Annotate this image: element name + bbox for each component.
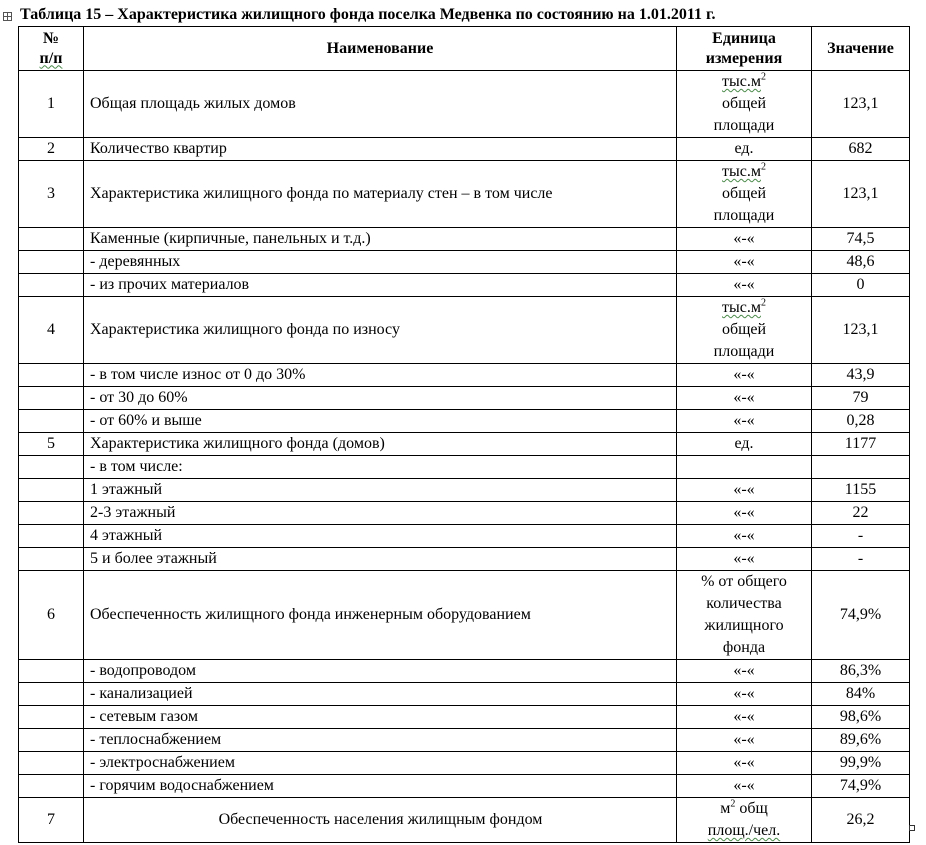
unit-base: тыс.м <box>722 73 761 90</box>
row-unit: «-« <box>677 775 812 798</box>
row-name: - электроснабжением <box>84 752 677 775</box>
row-unit <box>677 71 812 138</box>
housing-stock-table <box>18 26 910 843</box>
table-header-row <box>19 27 910 71</box>
row-unit: «-« <box>677 364 812 387</box>
row-value: 22 <box>812 502 910 525</box>
row-name: - теплоснабжением <box>84 729 677 752</box>
header-value: Значение <box>812 27 910 71</box>
row-name: - водопроводом <box>84 660 677 683</box>
table-resize-handle[interactable] <box>909 825 915 831</box>
table-row <box>19 479 910 502</box>
row-unit: «-« <box>677 228 812 251</box>
unit-part: площади <box>713 117 775 134</box>
row-name: 1 этажный <box>84 479 677 502</box>
row-value: 74,9% <box>812 571 910 660</box>
table-row <box>19 410 910 433</box>
table-row <box>19 660 910 683</box>
row-unit <box>677 297 812 364</box>
row-value: 79 <box>812 387 910 410</box>
row-unit: «-« <box>677 387 812 410</box>
row-number <box>19 456 84 479</box>
row-value: 0 <box>812 274 910 297</box>
row-unit: «-« <box>677 706 812 729</box>
row-number <box>19 706 84 729</box>
row-name: Каменные (кирпичные, панельных и т.д.) <box>84 228 677 251</box>
row-name: - из прочих материалов <box>84 274 677 297</box>
unit-base: м <box>720 800 731 817</box>
row-value: - <box>812 525 910 548</box>
row-unit <box>677 456 812 479</box>
table-title: Таблица 15 – Характеристика жилищного фонда поселка Медвенка по состоянию на 1.01.2011 г. <box>20 6 716 23</box>
table-row <box>19 752 910 775</box>
row-name: Обеспеченность жилищного фонда инженерным оборудованием <box>84 571 677 660</box>
row-name: Характеристика жилищного фонда по материалу стен – в том числе <box>84 161 677 228</box>
row-unit: «-« <box>677 274 812 297</box>
unit-part: площади <box>713 207 775 224</box>
unit-part: площ./чел. <box>707 822 781 839</box>
table-row <box>19 387 910 410</box>
row-value: 86,3% <box>812 660 910 683</box>
row-number <box>19 410 84 433</box>
row-name: - в том числе: <box>84 456 677 479</box>
table-move-handle[interactable] <box>3 12 12 21</box>
unit-part: фонда <box>722 639 766 656</box>
table-row <box>19 683 910 706</box>
row-value: 43,9 <box>812 364 910 387</box>
unit-base: тыс.м <box>722 163 761 180</box>
row-unit: «-« <box>677 525 812 548</box>
row-unit: «-« <box>677 502 812 525</box>
row-name: - от 30 до 60% <box>84 387 677 410</box>
row-name: - сетевым газом <box>84 706 677 729</box>
row-value: 123,1 <box>812 71 910 138</box>
row-name: 4 этажный <box>84 525 677 548</box>
table-row <box>19 161 910 228</box>
row-unit: «-« <box>677 410 812 433</box>
row-value: 0,28 <box>812 410 910 433</box>
row-number: 5 <box>19 433 84 456</box>
header-unit2-label: измерения <box>705 49 783 67</box>
row-name: - от 60% и выше <box>84 410 677 433</box>
table-row <box>19 274 910 297</box>
table-row <box>19 502 910 525</box>
row-unit: ед. <box>677 138 812 161</box>
row-name: - в том числе износ от 0 до 30% <box>84 364 677 387</box>
row-unit: «-« <box>677 683 812 706</box>
unit-part: количества <box>706 595 782 612</box>
row-number: 6 <box>19 571 84 660</box>
row-number: 4 <box>19 297 84 364</box>
row-value: 99,9% <box>812 752 910 775</box>
row-value: 84% <box>812 683 910 706</box>
row-number <box>19 228 84 251</box>
row-unit: «-« <box>677 479 812 502</box>
row-number <box>19 729 84 752</box>
table-row <box>19 297 910 364</box>
header-num <box>19 27 84 71</box>
row-value: 682 <box>812 138 910 161</box>
row-number <box>19 251 84 274</box>
table-row <box>19 251 910 274</box>
table-row <box>19 798 910 843</box>
unit-base: тыс.м <box>722 299 761 316</box>
row-number: 1 <box>19 71 84 138</box>
row-unit <box>677 161 812 228</box>
row-number <box>19 387 84 410</box>
row-number <box>19 683 84 706</box>
row-name: Характеристика жилищного фонда (домов) <box>84 433 677 456</box>
row-unit: «-« <box>677 752 812 775</box>
table-row <box>19 525 910 548</box>
row-number <box>19 274 84 297</box>
table-row <box>19 729 910 752</box>
header-num2-label: п/п <box>39 49 63 67</box>
unit-part: площади <box>713 343 775 360</box>
row-name: - горячим водоснабжением <box>84 775 677 798</box>
row-value: 1177 <box>812 433 910 456</box>
row-value: 74,9% <box>812 775 910 798</box>
row-unit <box>677 571 812 660</box>
header-num-label: № <box>42 29 60 47</box>
unit-part: жилищного <box>704 617 784 634</box>
row-number <box>19 775 84 798</box>
row-name: 5 и более этажный <box>84 548 677 571</box>
unit-part: общей <box>721 321 767 338</box>
table-row <box>19 706 910 729</box>
table-row <box>19 71 910 138</box>
row-value: 1155 <box>812 479 910 502</box>
row-value: 123,1 <box>812 297 910 364</box>
table-row <box>19 548 910 571</box>
row-value <box>812 456 910 479</box>
unit-part: % от общего <box>701 573 787 590</box>
table-row <box>19 571 910 660</box>
row-name: Характеристика жилищного фонда по износу <box>84 297 677 364</box>
table-row <box>19 364 910 387</box>
row-number: 7 <box>19 798 84 843</box>
row-unit: «-« <box>677 660 812 683</box>
row-number <box>19 479 84 502</box>
row-unit: «-« <box>677 729 812 752</box>
row-number <box>19 525 84 548</box>
row-name: 2-3 этажный <box>84 502 677 525</box>
unit-superscript: 2 <box>760 297 766 309</box>
row-value: 48,6 <box>812 251 910 274</box>
header-unit1-label: Единица <box>712 29 776 47</box>
table-row <box>19 433 910 456</box>
table-row <box>19 228 910 251</box>
unit-superscript: 2 <box>730 798 736 810</box>
unit-part: общей <box>721 95 767 112</box>
table-row <box>19 138 910 161</box>
row-value: 26,2 <box>812 798 910 843</box>
row-number <box>19 752 84 775</box>
row-name: - канализацией <box>84 683 677 706</box>
row-number: 2 <box>19 138 84 161</box>
row-name: Общая площадь жилых домов <box>84 71 677 138</box>
header-name: Наименование <box>84 27 677 71</box>
row-value: 74,5 <box>812 228 910 251</box>
row-value: 98,6% <box>812 706 910 729</box>
header-unit <box>677 27 812 71</box>
row-number <box>19 502 84 525</box>
row-number <box>19 548 84 571</box>
row-number: 3 <box>19 161 84 228</box>
row-value: 123,1 <box>812 161 910 228</box>
table-body <box>19 71 910 843</box>
unit-part: общ <box>735 800 768 817</box>
unit-superscript: 2 <box>760 71 766 83</box>
row-value: - <box>812 548 910 571</box>
row-name: Количество квартир <box>84 138 677 161</box>
row-name: - деревянных <box>84 251 677 274</box>
row-value: 89,6% <box>812 729 910 752</box>
row-unit <box>677 798 812 843</box>
row-number <box>19 660 84 683</box>
unit-superscript: 2 <box>760 161 766 173</box>
row-number <box>19 364 84 387</box>
table-row <box>19 456 910 479</box>
row-unit: «-« <box>677 548 812 571</box>
unit-part: общей <box>721 185 767 202</box>
table-row <box>19 775 910 798</box>
row-unit: «-« <box>677 251 812 274</box>
row-name: Обеспеченность населения жилищным фондом <box>84 798 677 843</box>
row-unit: ед. <box>677 433 812 456</box>
